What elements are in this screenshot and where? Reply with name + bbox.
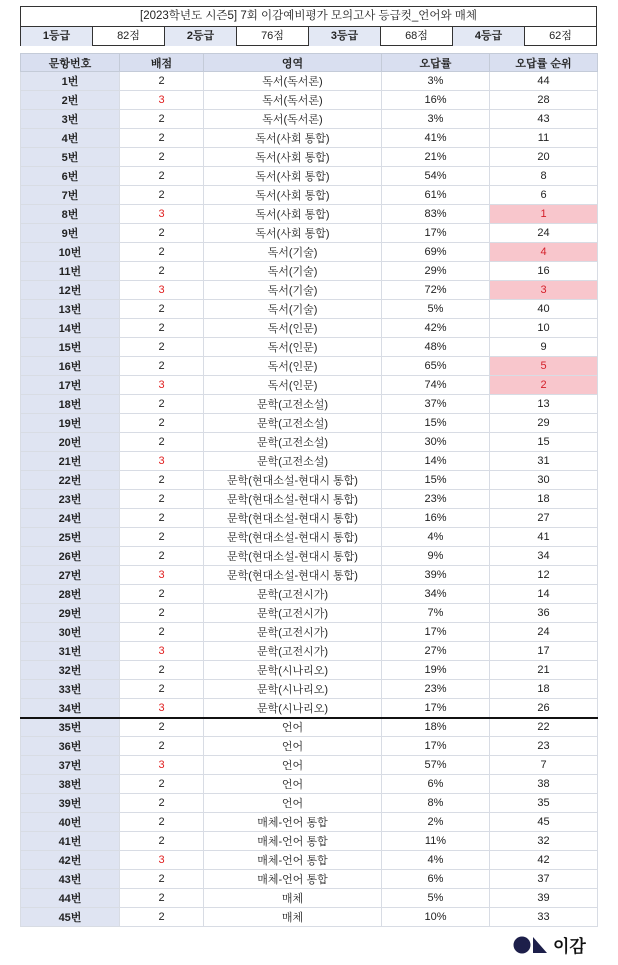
area-cell: 독서(사회 통합) <box>204 129 382 148</box>
area-cell: 독서(사회 통합) <box>204 148 382 167</box>
points-cell: 2 <box>120 338 204 357</box>
question-number-cell: 30번 <box>21 623 120 642</box>
cut-grade-1: 1등급 <box>21 27 93 46</box>
error-rate-cell: 17% <box>382 224 490 243</box>
question-number-cell: 16번 <box>21 357 120 376</box>
table-row <box>21 72 598 91</box>
area-cell: 언어 <box>204 794 382 813</box>
table-row <box>21 775 598 794</box>
error-rank-cell: 36 <box>490 604 598 623</box>
points-cell: 3 <box>120 642 204 661</box>
points-cell: 2 <box>120 395 204 414</box>
question-number-cell: 40번 <box>21 813 120 832</box>
area-cell: 독서(기술) <box>204 300 382 319</box>
table-row <box>21 490 598 509</box>
table-row <box>21 756 598 775</box>
error-rate-cell: 74% <box>382 376 490 395</box>
error-rank-cell: 24 <box>490 623 598 642</box>
area-cell: 매체-언어 통합 <box>204 832 382 851</box>
error-rank-cell: 31 <box>490 452 598 471</box>
error-rank-cell: 29 <box>490 414 598 433</box>
table-row <box>21 300 598 319</box>
table-row <box>21 395 598 414</box>
question-number-cell: 27번 <box>21 566 120 585</box>
error-rate-cell: 19% <box>382 661 490 680</box>
table-row <box>21 908 598 927</box>
error-rank-cell: 1 <box>490 205 598 224</box>
table-row <box>21 547 598 566</box>
points-cell: 2 <box>120 870 204 889</box>
table-row <box>21 870 598 889</box>
question-number-cell: 33번 <box>21 680 120 699</box>
question-number-cell: 26번 <box>21 547 120 566</box>
points-cell: 2 <box>120 661 204 680</box>
error-rank-cell: 10 <box>490 319 598 338</box>
error-rate-cell: 34% <box>382 585 490 604</box>
error-rank-cell: 7 <box>490 756 598 775</box>
error-rank-cell: 33 <box>490 908 598 927</box>
table-row <box>21 110 598 129</box>
error-rate-cell: 6% <box>382 870 490 889</box>
points-cell: 3 <box>120 281 204 300</box>
error-rate-cell: 37% <box>382 395 490 414</box>
area-cell: 문학(시나리오) <box>204 699 382 718</box>
igam-logo-icon <box>513 935 549 955</box>
error-rate-cell: 39% <box>382 566 490 585</box>
area-cell: 매체-언어 통합 <box>204 851 382 870</box>
question-number-cell: 25번 <box>21 528 120 547</box>
error-rank-cell: 24 <box>490 224 598 243</box>
error-rank-cell: 21 <box>490 661 598 680</box>
area-cell: 문학(시나리오) <box>204 661 382 680</box>
points-cell: 2 <box>120 813 204 832</box>
area-cell: 문학(현대소설-현대시 통합) <box>204 528 382 547</box>
question-number-cell: 41번 <box>21 832 120 851</box>
error-rate-cell: 16% <box>382 509 490 528</box>
error-rank-cell: 18 <box>490 680 598 699</box>
header-points: 배점 <box>120 54 204 72</box>
area-cell: 문학(현대소설-현대시 통합) <box>204 566 382 585</box>
points-cell: 2 <box>120 908 204 927</box>
error-rank-cell: 9 <box>490 338 598 357</box>
area-cell: 문학(고전소설) <box>204 414 382 433</box>
points-cell: 2 <box>120 148 204 167</box>
points-cell: 2 <box>120 433 204 452</box>
cut-grade-2: 2등급 <box>165 27 237 46</box>
area-cell: 독서(인문) <box>204 338 382 357</box>
error-rank-cell: 14 <box>490 585 598 604</box>
error-rate-cell: 41% <box>382 129 490 148</box>
area-cell: 독서(사회 통합) <box>204 224 382 243</box>
cut-score-4: 62점 <box>549 30 572 42</box>
table-row <box>21 471 598 490</box>
points-cell: 2 <box>120 319 204 338</box>
error-rate-cell: 3% <box>382 110 490 129</box>
error-rank-cell: 30 <box>490 471 598 490</box>
error-rank-cell: 27 <box>490 509 598 528</box>
table-row <box>21 224 598 243</box>
area-cell: 독서(기술) <box>204 281 382 300</box>
question-number-cell: 28번 <box>21 585 120 604</box>
error-rate-cell: 16% <box>382 91 490 110</box>
points-cell: 2 <box>120 243 204 262</box>
error-rate-cell: 18% <box>382 718 490 737</box>
error-rate-table <box>20 53 598 927</box>
question-number-cell: 7번 <box>21 186 120 205</box>
error-rank-cell: 40 <box>490 300 598 319</box>
points-cell: 2 <box>120 490 204 509</box>
question-number-cell: 14번 <box>21 319 120 338</box>
table-row <box>21 376 598 395</box>
cut-grade-4: 4등급 <box>453 27 525 46</box>
table-row <box>21 528 598 547</box>
question-number-cell: 17번 <box>21 376 120 395</box>
error-rank-cell: 11 <box>490 129 598 148</box>
area-cell: 문학(고전시가) <box>204 642 382 661</box>
points-cell: 2 <box>120 129 204 148</box>
area-cell: 매체-언어 통합 <box>204 813 382 832</box>
area-cell: 문학(고전시가) <box>204 623 382 642</box>
question-number-cell: 24번 <box>21 509 120 528</box>
area-cell: 독서(독서론) <box>204 91 382 110</box>
table-row <box>21 433 598 452</box>
table-row <box>21 167 598 186</box>
question-number-cell: 35번 <box>21 718 120 737</box>
error-rank-cell: 4 <box>490 243 598 262</box>
points-cell: 2 <box>120 794 204 813</box>
header-error-rank: 오답률 순위 <box>490 54 598 72</box>
question-number-cell: 45번 <box>21 908 120 927</box>
points-cell: 3 <box>120 756 204 775</box>
table-row <box>21 338 598 357</box>
error-rate-cell: 11% <box>382 832 490 851</box>
table-row <box>21 205 598 224</box>
error-rate-cell: 17% <box>382 737 490 756</box>
error-rank-cell: 26 <box>490 699 598 718</box>
area-cell: 독서(인문) <box>204 376 382 395</box>
question-number-cell: 2번 <box>21 91 120 110</box>
points-cell: 3 <box>120 376 204 395</box>
header-question-number: 문항번호 <box>21 54 120 72</box>
error-rate-cell: 23% <box>382 490 490 509</box>
error-rate-cell: 5% <box>382 889 490 908</box>
question-number-cell: 21번 <box>21 452 120 471</box>
table-row <box>21 832 598 851</box>
question-number-cell: 23번 <box>21 490 120 509</box>
error-rate-cell: 8% <box>382 794 490 813</box>
question-number-cell: 4번 <box>21 129 120 148</box>
area-cell: 매체 <box>204 908 382 927</box>
table-row <box>21 794 598 813</box>
points-cell: 2 <box>120 528 204 547</box>
table-body <box>21 72 598 927</box>
points-cell: 2 <box>120 509 204 528</box>
area-cell: 독서(인문) <box>204 357 382 376</box>
points-cell: 2 <box>120 357 204 376</box>
area-cell: 매체 <box>204 889 382 908</box>
points-cell: 2 <box>120 186 204 205</box>
error-rank-cell: 23 <box>490 737 598 756</box>
area-cell: 문학(고전시가) <box>204 585 382 604</box>
error-rank-cell: 3 <box>490 281 598 300</box>
question-number-cell: 1번 <box>21 72 120 91</box>
error-rate-cell: 17% <box>382 623 490 642</box>
question-number-cell: 18번 <box>21 395 120 414</box>
area-cell: 문학(고전소설) <box>204 433 382 452</box>
points-cell: 3 <box>120 452 204 471</box>
question-number-cell: 44번 <box>21 889 120 908</box>
points-cell: 3 <box>120 91 204 110</box>
cut-score-2: 76점 <box>237 27 309 46</box>
table-row <box>21 680 598 699</box>
table-row <box>21 414 598 433</box>
table-row <box>21 813 598 832</box>
error-rank-cell: 8 <box>490 167 598 186</box>
table-row <box>21 91 598 110</box>
error-rate-cell: 15% <box>382 471 490 490</box>
error-rank-cell: 6 <box>490 186 598 205</box>
table-row <box>21 148 598 167</box>
table-row <box>21 452 598 471</box>
points-cell: 3 <box>120 699 204 718</box>
cut-score-3: 68점 <box>381 27 453 46</box>
table-row <box>21 585 598 604</box>
error-rank-cell: 32 <box>490 832 598 851</box>
points-cell: 2 <box>120 889 204 908</box>
points-cell: 2 <box>120 72 204 91</box>
table-row <box>21 699 598 718</box>
area-cell: 언어 <box>204 756 382 775</box>
header-error-rate: 오답률 <box>382 54 490 72</box>
error-rate-cell: 10% <box>382 908 490 927</box>
table-row <box>21 281 598 300</box>
question-number-cell: 20번 <box>21 433 120 452</box>
error-rank-cell: 42 <box>490 851 598 870</box>
question-number-cell: 15번 <box>21 338 120 357</box>
question-number-cell: 5번 <box>21 148 120 167</box>
question-number-cell: 32번 <box>21 661 120 680</box>
error-rate-cell: 54% <box>382 167 490 186</box>
area-cell: 문학(고전소설) <box>204 452 382 471</box>
question-number-cell: 37번 <box>21 756 120 775</box>
error-rank-cell: 41 <box>490 528 598 547</box>
error-rate-cell: 23% <box>382 680 490 699</box>
error-rank-cell: 15 <box>490 433 598 452</box>
points-cell: 3 <box>120 851 204 870</box>
question-number-cell: 8번 <box>21 205 120 224</box>
points-cell: 3 <box>120 566 204 585</box>
error-rank-cell: 18 <box>490 490 598 509</box>
error-rate-cell: 65% <box>382 357 490 376</box>
points-cell: 2 <box>120 414 204 433</box>
points-cell: 2 <box>120 775 204 794</box>
question-number-cell: 10번 <box>21 243 120 262</box>
question-number-cell: 36번 <box>21 737 120 756</box>
error-rate-cell: 21% <box>382 148 490 167</box>
table-row <box>21 357 598 376</box>
error-rate-cell: 5% <box>382 300 490 319</box>
question-number-cell: 6번 <box>21 167 120 186</box>
area-cell: 독서(기술) <box>204 243 382 262</box>
error-rate-cell: 15% <box>382 414 490 433</box>
error-rank-cell: 37 <box>490 870 598 889</box>
area-cell: 문학(고전시가) <box>204 604 382 623</box>
table-row <box>21 642 598 661</box>
question-number-cell: 3번 <box>21 110 120 129</box>
points-cell: 2 <box>120 300 204 319</box>
table-row <box>21 566 598 585</box>
page-title: [2023학년도 시즌5] 7회 이감예비평가 모의고사 등급컷_언어와 매체 <box>21 7 596 27</box>
table-row <box>21 661 598 680</box>
question-number-cell: 43번 <box>21 870 120 889</box>
title-box <box>20 6 597 46</box>
error-rank-cell: 43 <box>490 110 598 129</box>
question-number-cell: 31번 <box>21 642 120 661</box>
error-rate-cell: 3% <box>382 72 490 91</box>
error-rate-cell: 9% <box>382 547 490 566</box>
area-cell: 문학(시나리오) <box>204 680 382 699</box>
error-rate-cell: 2% <box>382 813 490 832</box>
error-rate-cell: 61% <box>382 186 490 205</box>
error-rate-cell: 42% <box>382 319 490 338</box>
error-rate-cell: 6% <box>382 775 490 794</box>
error-rate-cell: 83% <box>382 205 490 224</box>
error-rank-cell: 45 <box>490 813 598 832</box>
error-rank-cell: 16 <box>490 262 598 281</box>
points-cell: 2 <box>120 262 204 281</box>
question-number-cell: 22번 <box>21 471 120 490</box>
area-cell: 문학(고전소설) <box>204 395 382 414</box>
points-cell: 2 <box>120 832 204 851</box>
points-cell: 2 <box>120 737 204 756</box>
header-area: 영역 <box>204 54 382 72</box>
error-rank-cell: 44 <box>490 72 598 91</box>
error-rate-cell: 57% <box>382 756 490 775</box>
error-rate-cell: 30% <box>382 433 490 452</box>
area-cell: 독서(사회 통합) <box>204 205 382 224</box>
question-number-cell: 29번 <box>21 604 120 623</box>
error-rank-cell: 13 <box>490 395 598 414</box>
area-cell: 문학(현대소설-현대시 통합) <box>204 509 382 528</box>
table-row <box>21 243 598 262</box>
area-cell: 독서(사회 통합) <box>204 167 382 186</box>
points-cell: 2 <box>120 471 204 490</box>
table-row <box>21 186 598 205</box>
question-number-cell: 39번 <box>21 794 120 813</box>
error-rank-cell: 35 <box>490 794 598 813</box>
table-row <box>21 129 598 148</box>
table-row <box>21 718 598 737</box>
table-row <box>21 319 598 338</box>
area-cell: 언어 <box>204 737 382 756</box>
error-rank-cell: 34 <box>490 547 598 566</box>
question-number-cell: 11번 <box>21 262 120 281</box>
error-rate-cell: 4% <box>382 851 490 870</box>
error-rank-cell: 17 <box>490 642 598 661</box>
error-rate-cell: 72% <box>382 281 490 300</box>
points-cell: 2 <box>120 110 204 129</box>
table-row <box>21 851 598 870</box>
table-row <box>21 889 598 908</box>
error-rank-cell: 28 <box>490 91 598 110</box>
area-cell: 매체-언어 통합 <box>204 870 382 889</box>
error-rate-cell: 14% <box>382 452 490 471</box>
points-cell: 2 <box>120 585 204 604</box>
question-number-cell: 34번 <box>21 699 120 718</box>
area-cell: 언어 <box>204 718 382 737</box>
error-rate-cell: 29% <box>382 262 490 281</box>
cut-grade-3: 3등급 <box>309 27 381 46</box>
error-rate-cell: 7% <box>382 604 490 623</box>
table-header-row <box>21 54 598 72</box>
error-rank-cell: 20 <box>490 148 598 167</box>
area-cell: 독서(독서론) <box>204 72 382 91</box>
error-rank-cell: 12 <box>490 566 598 585</box>
area-cell: 문학(현대소설-현대시 통합) <box>204 471 382 490</box>
points-cell: 2 <box>120 167 204 186</box>
cut-score-1: 82점 <box>93 27 165 46</box>
error-rate-cell: 27% <box>382 642 490 661</box>
area-cell: 독서(독서론) <box>204 110 382 129</box>
error-rank-cell: 22 <box>490 718 598 737</box>
table-row <box>21 604 598 623</box>
area-cell: 문학(현대소설-현대시 통합) <box>204 490 382 509</box>
question-number-cell: 42번 <box>21 851 120 870</box>
error-rate-cell: 17% <box>382 699 490 718</box>
question-number-cell: 19번 <box>21 414 120 433</box>
area-cell: 독서(인문) <box>204 319 382 338</box>
table-row <box>21 737 598 756</box>
question-number-cell: 38번 <box>21 775 120 794</box>
error-rank-cell: 39 <box>490 889 598 908</box>
question-number-cell: 9번 <box>21 224 120 243</box>
points-cell: 2 <box>120 224 204 243</box>
points-cell: 2 <box>120 623 204 642</box>
brand-name: 이감 <box>553 937 586 956</box>
question-number-cell: 12번 <box>21 281 120 300</box>
area-cell: 독서(기술) <box>204 262 382 281</box>
area-cell: 독서(사회 통합) <box>204 186 382 205</box>
table-row <box>21 509 598 528</box>
points-cell: 2 <box>120 604 204 623</box>
error-rate-cell: 4% <box>382 528 490 547</box>
error-rate-cell: 48% <box>382 338 490 357</box>
error-rank-cell: 5 <box>490 357 598 376</box>
area-cell: 언어 <box>204 775 382 794</box>
points-cell: 2 <box>120 680 204 699</box>
table-row <box>21 262 598 281</box>
points-cell: 2 <box>120 718 204 737</box>
table-row <box>21 623 598 642</box>
brand-logo <box>513 932 586 957</box>
error-rank-cell: 38 <box>490 775 598 794</box>
error-rate-cell: 69% <box>382 243 490 262</box>
points-cell: 2 <box>120 547 204 566</box>
question-number-cell: 13번 <box>21 300 120 319</box>
area-cell: 문학(현대소설-현대시 통합) <box>204 547 382 566</box>
points-cell: 3 <box>120 205 204 224</box>
grade-cut-row <box>21 27 596 46</box>
error-rank-cell: 2 <box>490 376 598 395</box>
